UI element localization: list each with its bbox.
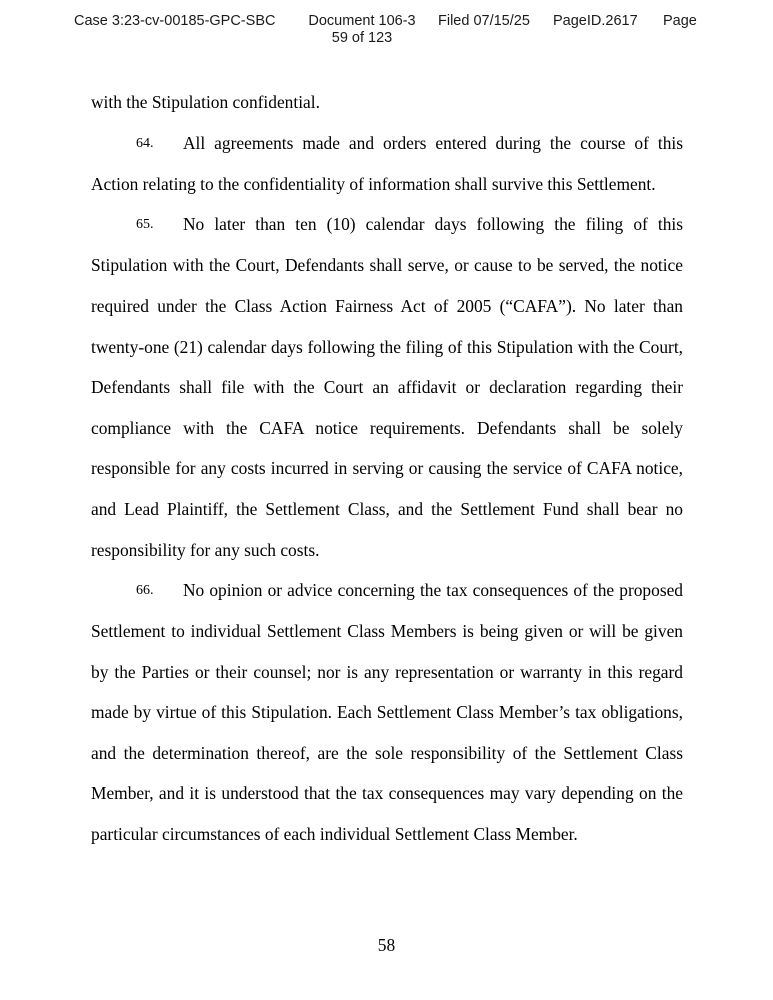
document-number-line2: 59 of 123 — [331, 30, 393, 46]
paragraph-number: 64. — [136, 136, 154, 151]
continuation-line: with the Stipulation confidential. — [91, 92, 320, 112]
paragraph-line: and Lead Plaintiff, the Settlement Class, and the Settlement Fund shall bear no — [91, 499, 683, 519]
paragraph-first-line: No opinion or advice concerning the tax consequences of the proposed — [183, 580, 683, 600]
case-number: Case 3:23-cv-00185-GPC-SBC — [74, 13, 276, 29]
paragraph-line: Action relating to the confidentiality of information shall survive this Settlement. — [91, 174, 656, 194]
document-number-line1: Document 106-3 — [308, 13, 416, 29]
paragraph-line: Member, and it is understood that the tax consequences may vary depending on the — [91, 783, 683, 803]
paragraph-line: Stipulation with the Court, Defendants shall serve, or cause to be served, the notice — [91, 255, 683, 275]
paragraph-line: Defendants shall file with the Court an affidavit or declaration regarding their — [91, 377, 683, 397]
paragraph-line: compliance with the CAFA notice requirements. Defendants shall be solely — [91, 418, 683, 438]
paragraph-line: and the determination thereof, are the sole responsibility of the Settlement Class — [91, 743, 683, 763]
page-label: Page — [663, 13, 697, 29]
paragraph-line: twenty-one (21) calendar days following the filing of this Stipulation with the Court, — [91, 337, 683, 357]
paragraph-number: 66. — [136, 583, 154, 598]
paragraph-line: responsible for any costs incurred in serving or causing the service of CAFA notice, — [91, 458, 683, 478]
filed-date: Filed 07/15/25 — [438, 13, 530, 29]
page-id: PageID.2617 — [553, 13, 638, 29]
paragraph-first-line: No later than ten (10) calendar days following the filing of this — [183, 214, 683, 234]
page-number: 58 — [377, 935, 396, 955]
paragraph-line: by the Parties or their counsel; nor is any representation or warranty in this regard — [91, 662, 683, 682]
paragraph-line: Settlement to individual Settlement Class Members is being given or will be given — [91, 621, 683, 641]
paragraph-line: responsibility for any such costs. — [91, 540, 320, 560]
paragraph-line: made by virtue of this Stipulation. Each Settlement Class Member’s tax obligations, — [91, 702, 683, 722]
document-number — [300, 13, 424, 47]
paragraph-line: particular circumstances of each individual Settlement Class Member. — [91, 824, 578, 844]
paragraph-number: 65. — [136, 217, 154, 232]
paragraph-first-line: All agreements made and orders entered during the course of this — [183, 133, 683, 153]
paragraph-line: required under the Class Action Fairness Act of 2005 (“CAFA”). No later than — [91, 296, 683, 316]
